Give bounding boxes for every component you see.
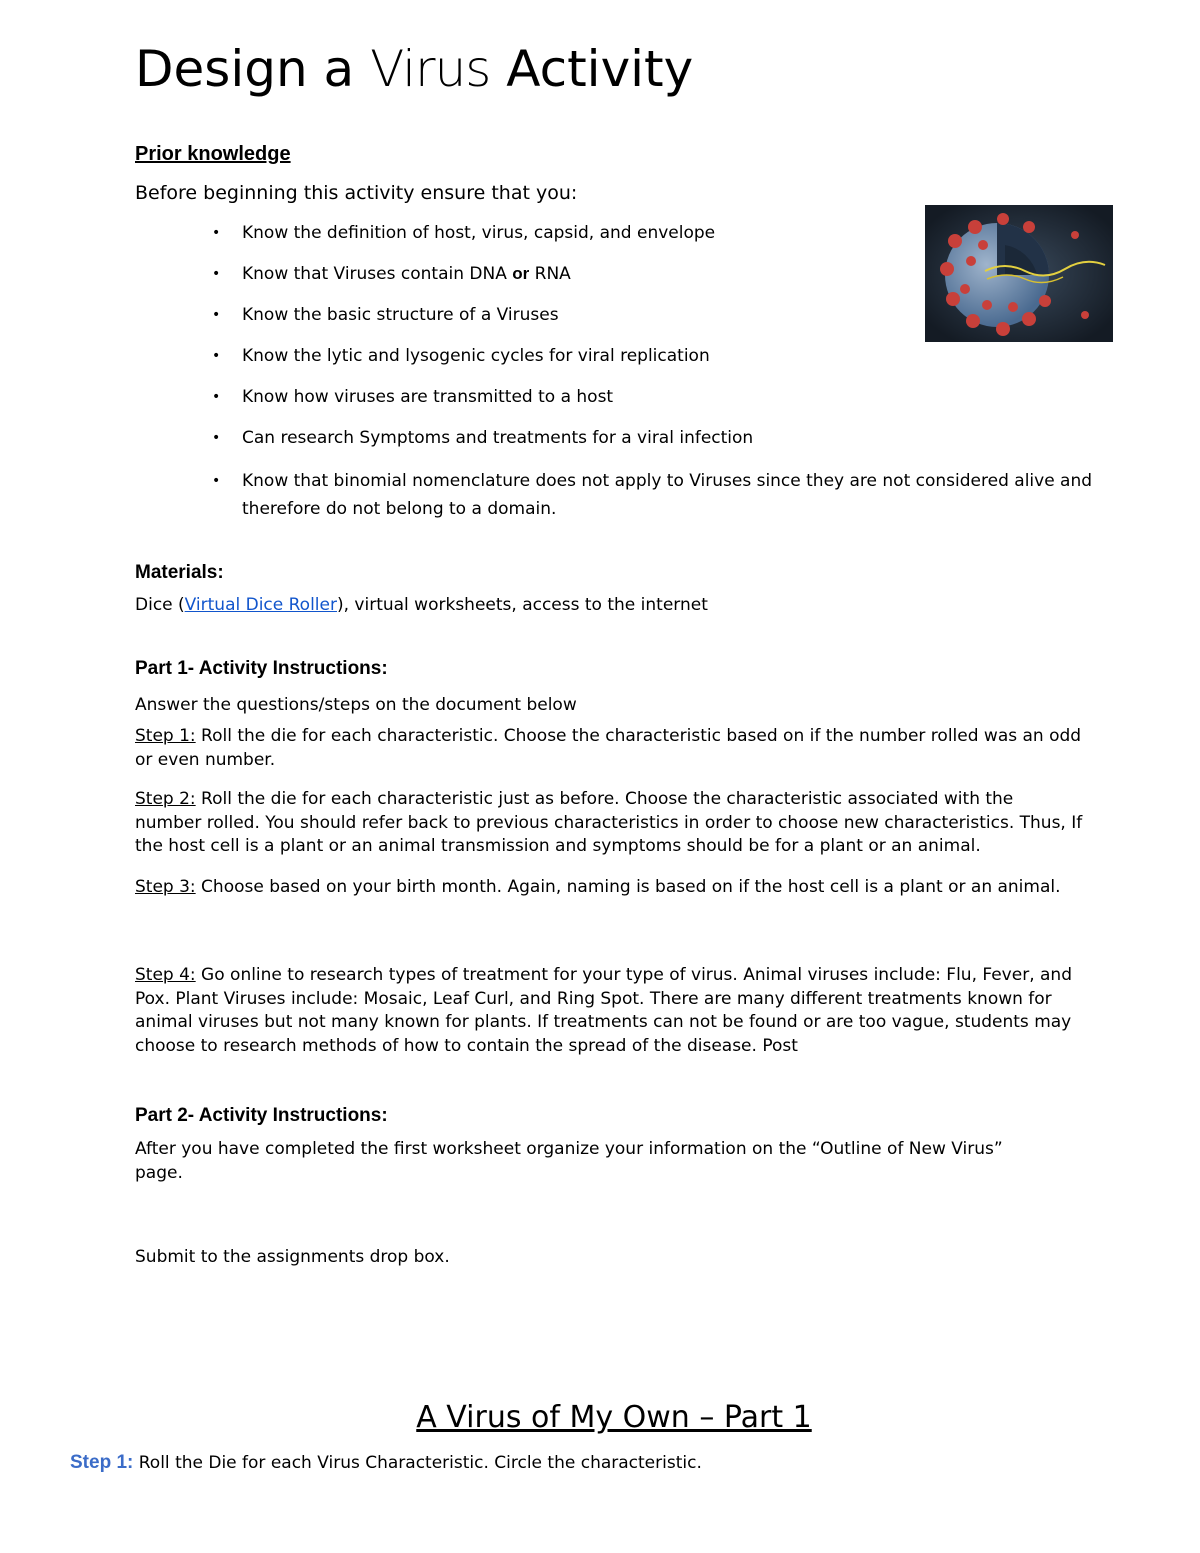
prior-knowledge-list	[212, 221, 1122, 540]
part1-heading: Part 1- Activity Instructions:	[135, 658, 388, 679]
list-item: • Know the definition of host, virus, capsid, and envelope	[212, 223, 716, 243]
list-item: • Know the lytic and lysogenic cycles for viral replication	[212, 346, 710, 366]
list-item: • Know the basic structure of a Viruses	[212, 305, 559, 325]
list-item: • Can research Symptoms and treatments for a viral infection	[212, 428, 754, 448]
step-3-paragraph: Step 3: Choose based on your birth month. Again, naming is based on if the host cell is a plant or an animal.	[135, 877, 1061, 897]
part1-intro: Answer the questions/steps on the document below	[135, 695, 577, 715]
submit-text: Submit to the assignments drop box.	[135, 1247, 450, 1267]
step-1-paragraph: Step 1: Roll the die for each characteristic. Choose the characteristic based on if the number rolled was an odd or even number.	[135, 726, 1082, 770]
list-item: • Know that Viruses contain DNA or RNA	[212, 264, 571, 284]
step-4-paragraph: Step 4: Go online to research types of treatment for your type of virus. Animal viruses include: Flu, Fever, and Pox. Plant Viruses include: Mosaic, Leaf Curl, and Ring Spot. There are many different treatments known for animal viruses but not many known for plants. If treatments can not be found or are too vague, students may choose to research methods of how to contain the spread of the disease. Post	[135, 965, 1072, 1056]
step-2-paragraph: Step 2: Roll the die for each characteristic just as before. Choose the characteristic associated with the number rolled. You should refer back to previous characteristics in order to choose new characteristics. Thus, If the host cell is a plant or an animal transmission and symptoms should be for a plant or an animal.	[135, 789, 1083, 856]
page-title: Design a Virus Activity	[135, 40, 694, 98]
materials-text: Dice (Virtual Dice Roller), virtual worksheets, access to the internet	[135, 595, 708, 615]
prior-knowledge-heading: Prior knowledge	[135, 143, 291, 165]
virtual-dice-roller-link[interactable]: Virtual Dice Roller	[184, 595, 337, 615]
materials-heading: Materials:	[135, 562, 224, 583]
section-step-1: Step 1: Roll the Die for each Virus Characteristic. Circle the characteristic.	[70, 1452, 702, 1473]
part2-text: After you have completed the first worksheet organize your information on the “Outline of New Virus” page.	[135, 1139, 1003, 1183]
list-item: • Know that binomial nomenclature does not apply to Viruses since they are not considered alive and therefore do not belong to a domain.	[212, 471, 1093, 519]
part1-section-title: A Virus of My Own – Part 1	[416, 1400, 812, 1435]
list-item: • Know how viruses are transmitted to a host	[212, 387, 614, 407]
part2-heading: Part 2- Activity Instructions:	[135, 1105, 388, 1126]
step-1-label: Step 1:	[70, 1452, 134, 1473]
prior-intro: Before beginning this activity ensure that you:	[135, 182, 578, 204]
